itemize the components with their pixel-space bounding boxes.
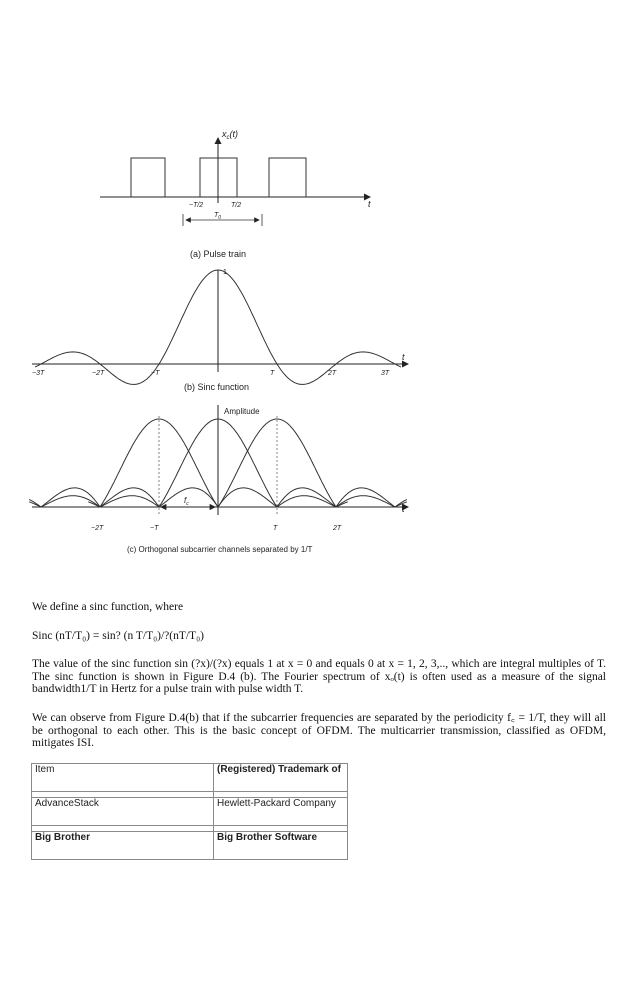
paragraph-sinc-value: The value of the sinc function sin (?x)/(?x) equals 1 at x = 0 and equals 0 at x = 1, 2, 3,.., which are integral multiples of T. The sinc function is shown in Figure D.4 (b). The Fourier spectrum of xₒ(t) is often used as a measure of the signal bandwidth1/T in Hertz for a pulse train with pulse width T. [32, 658, 606, 695]
panel-b-tick-t: T [270, 370, 275, 377]
table-row [32, 798, 348, 826]
tick-pos-half-t: T/2 [231, 202, 242, 209]
panel-a-y-label: $x_c(t)$ [222, 129, 238, 141]
panel-a-pulse-train [100, 129, 371, 259]
period-label: $T_0$ [214, 212, 222, 221]
fc-spacing-label: $f_c$ [184, 496, 189, 507]
panel-c-caption: (c) Orthogonal subcarrier channels separated by 1/T [127, 545, 313, 554]
panel-b-tick-2t: 2T [328, 370, 337, 377]
table-cell-item: Big Brother [32, 832, 214, 860]
trademark-table [31, 763, 348, 860]
paragraph-define-sinc: We define a sinc function, where [32, 601, 184, 613]
panel-b-caption: (b) Sinc function [184, 382, 250, 392]
panel-b-tick-3t: 3T [381, 370, 390, 377]
subcarrier-curve-left [29, 419, 348, 507]
subcarrier-curve-right [88, 419, 407, 507]
panel-b-t-label: t [402, 352, 405, 362]
panel-b-sinc [32, 269, 408, 392]
table-header-item: Item [32, 764, 214, 792]
panel-c-tick-2t: 2T [333, 525, 342, 532]
panel-c-y-label: Amplitude [224, 407, 260, 416]
table-row [32, 832, 348, 860]
paragraph-orthogonality: We can observe from Figure D.4(b) that if the subcarrier frequencies are separated by the periodicity f꜀ = 1/T, they will all be orthogonal to each other. This is the basic concept of OFDM. The multicarrier transmission, classified as OFDM, mitigates ISI. [32, 712, 606, 749]
panel-a-caption: (a) Pulse train [190, 249, 247, 259]
panel-b-peak-label: 1 [223, 269, 227, 276]
panel-c-tick-t: T [273, 525, 278, 532]
table-header-row [32, 764, 348, 792]
panel-c-tick-neg2t: −2T [91, 525, 104, 532]
table-header-trademark: (Registered) Trademark of [214, 764, 348, 792]
table-cell-item: AdvanceStack [32, 798, 214, 826]
panel-b-tick-negt: −T [151, 370, 160, 377]
tick-neg-half-t: −T/2 [189, 202, 204, 209]
table-cell-trademark: Big Brother Software [214, 832, 348, 860]
panel-b-tick-neg2t: −2T [92, 370, 105, 377]
panel-a-t-label: t [368, 199, 371, 209]
pulse-left [131, 158, 165, 197]
panel-b-tick-neg3t: −3T [32, 370, 45, 377]
table-cell-trademark: Hewlett-Packard Company [214, 798, 348, 826]
paragraph-sinc-formula: Sinc (nT/T₀) = sin? (n T/T₀)/?(nT/T₀) [32, 630, 204, 642]
panel-c-subcarriers [29, 405, 408, 554]
pulse-right [269, 158, 306, 197]
panel-c-tick-negt: −T [150, 525, 159, 532]
panel-c-t-label: t [402, 504, 405, 514]
